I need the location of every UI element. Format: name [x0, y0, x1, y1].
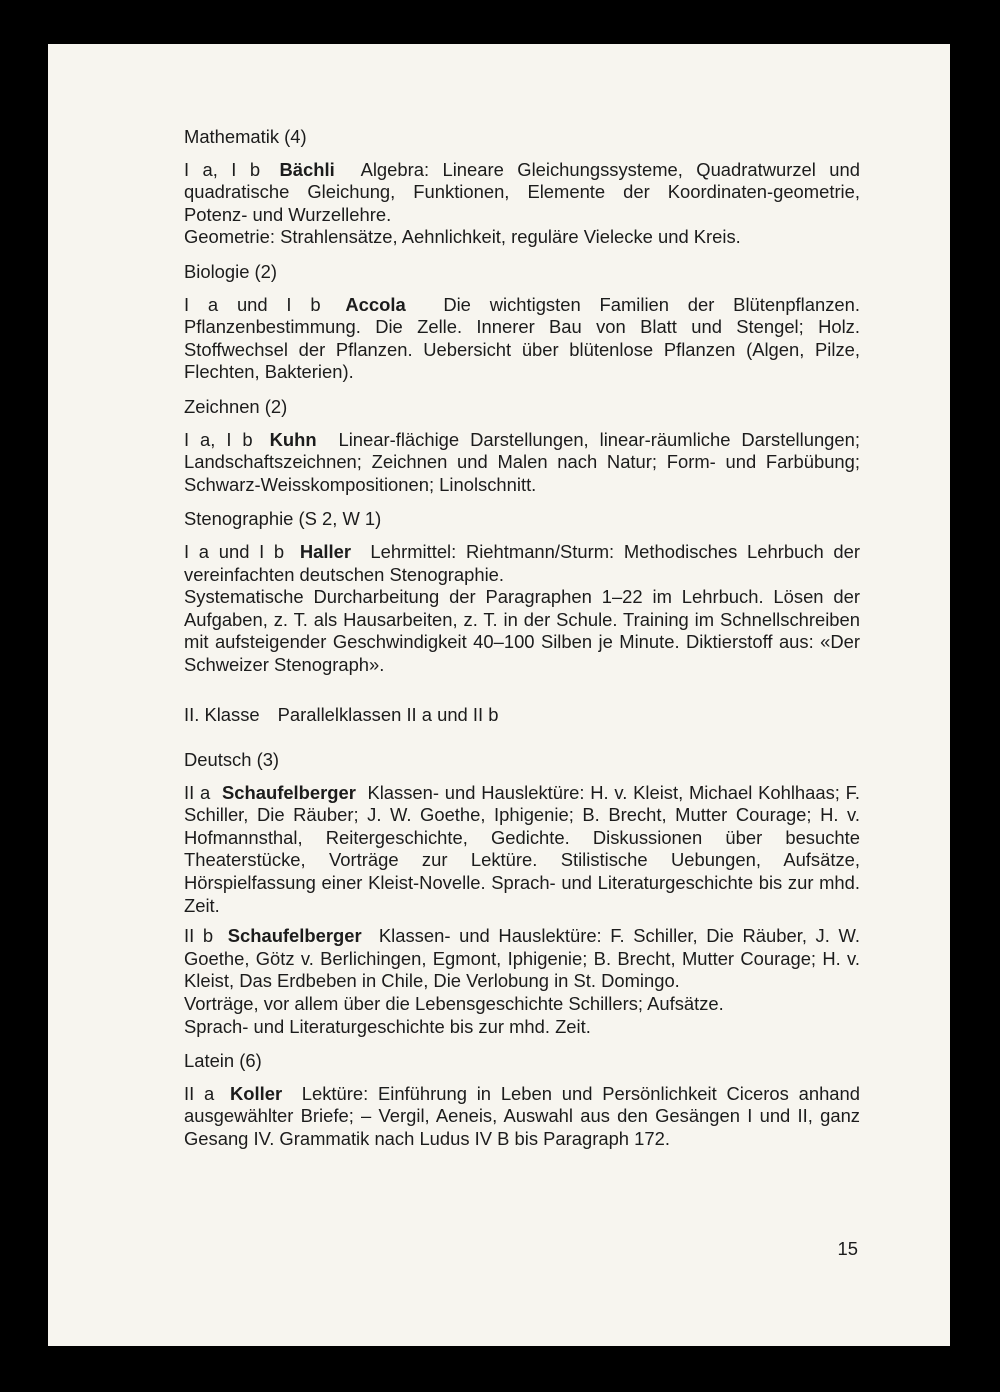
teacher-name: Schaufelberger — [222, 781, 356, 803]
class-label: II a — [184, 781, 211, 803]
section-heading-stenographie: Stenographie (S 2, W 1) — [184, 508, 382, 530]
entry-stenographie — [184, 541, 860, 586]
teacher-name: Accola — [345, 293, 406, 315]
entry-deutsch-iib-vortraege: Vorträge, vor allem über die Lebensgeschichte Schillers; Aufsätze. — [184, 993, 724, 1014]
entry-text: Linear-flächige Darstellungen, linear-räumliche Darstellungen; Landschaftszeichnen; Zeichnen und Malen nach Natur; Form- und Farbübung; Schwarz-Weisskompositionen; Linolschnitt. — [184, 428, 860, 495]
document-page — [48, 44, 950, 1346]
entry-mathematik-geometrie: Geometrie: Strahlensätze, Aehnlichkeit, reguläre Vielecke und Kreis. — [184, 226, 741, 248]
entry-stenographie-details: Systematische Durcharbeitung der Paragraphen 1–22 im Lehrbuch. Lösen der Aufgaben, z. T. als Hausarbeiten, z. T. in der Schule. Training im Schnellschreiben mit aufsteigender Geschwindigkeit 40–100 Silben je Minute. Diktierstoff aus: «Der Schweizer Stenograph». — [184, 586, 860, 675]
entry-zeichnen — [184, 429, 860, 497]
teacher-name: Kuhn — [269, 428, 317, 450]
entry-text: Lektüre: Einführung in Leben und Persönlichkeit Ciceros anhand ausgewählter Briefe; – Vergil, Aeneis, Auswahl aus den Gesängen I und II, ganz Gesang IV. Grammatik nach Ludus IV B bis Paragraph 172. — [184, 1082, 860, 1149]
page-number: 15 — [837, 1238, 858, 1259]
class-heading-description: Parallelklassen II a und II b — [277, 704, 499, 726]
section-heading-zeichnen: Zeichnen (2) — [184, 395, 288, 417]
section-heading-latein: Latein (6) — [184, 1050, 262, 1072]
teacher-name: Haller — [299, 540, 351, 562]
section-heading-mathematik: Mathematik (4) — [184, 126, 307, 147]
class-label: I a, I b — [184, 158, 261, 180]
class-label: I a, I b — [184, 428, 253, 450]
entry-mathematik — [184, 159, 860, 227]
teacher-name: Schaufelberger — [227, 925, 362, 947]
class-label: I a und I b — [184, 540, 285, 562]
class-label: I a und I b — [184, 293, 321, 315]
class-heading-label: II. Klasse — [184, 704, 260, 726]
section-heading-deutsch: Deutsch (3) — [184, 749, 280, 771]
class-label: II a — [184, 1082, 215, 1104]
entry-deutsch-iib-sprachgeschichte: Sprach- und Literaturgeschichte bis zur mhd. Zeit. — [184, 1015, 591, 1037]
entry-text: Klassen- und Hauslektüre: F. Schiller, Die Räuber, J. W. Goethe, Götz v. Berlichingen, Egmont, Iphigenie; B. Brecht, Mutter Courage; H. v. Kleist, Das Erdbeben in Chile, Die Verlobung in St. Domingo. — [184, 925, 860, 992]
page-content — [184, 126, 860, 1151]
entry-text: Algebra: Lineare Gleichungssysteme, Quadratwurzel und quadratische Gleichung, Funktionen, Elemente der Koordinaten-geometrie, Potenz- und Wurzellehre. — [184, 158, 860, 225]
class-label: II b — [184, 925, 214, 947]
entry-deutsch-iib — [184, 925, 860, 993]
teacher-name: Bächli — [279, 158, 335, 180]
teacher-name: Koller — [230, 1082, 283, 1104]
entry-text: Lehrmittel: Riehtmann/Sturm: Methodisches Lehrbuch der vereinfachten deutschen Stenographie. — [184, 540, 860, 585]
entry-text: Die wichtigsten Familien der Blütenpflanzen. Pflanzenbestimmung. Die Zelle. Innerer Bau von Blatt und Stengel; Holz. Stoffwechsel der Pflanzen. Uebersicht über blütenlose Pflanzen (Algen, Pilze, Flechten, Bakterien). — [184, 293, 860, 383]
entry-deutsch-iia — [184, 782, 860, 918]
entry-biologie — [184, 294, 860, 384]
entry-latein — [184, 1083, 860, 1151]
class-heading — [184, 704, 860, 727]
section-heading-biologie: Biologie (2) — [184, 260, 278, 282]
entry-text: Klassen- und Hauslektüre: H. v. Kleist, Michael Kohlhaas; F. Schiller, Die Räuber; J. W. Goethe, Iphigenie; B. Brecht, Mutter Courage; H. v. Hofmannsthal, Reitergeschichte, Gedichte. Diskussionen über besuchte Theaterstücke, Vorträge zur Lektüre. Stilistische Uebungen, Aufsätze, Hörspielfassung einer Kleist-Novelle. Sprach- und Literaturgeschichte bis zur mhd. Zeit. — [184, 781, 860, 916]
